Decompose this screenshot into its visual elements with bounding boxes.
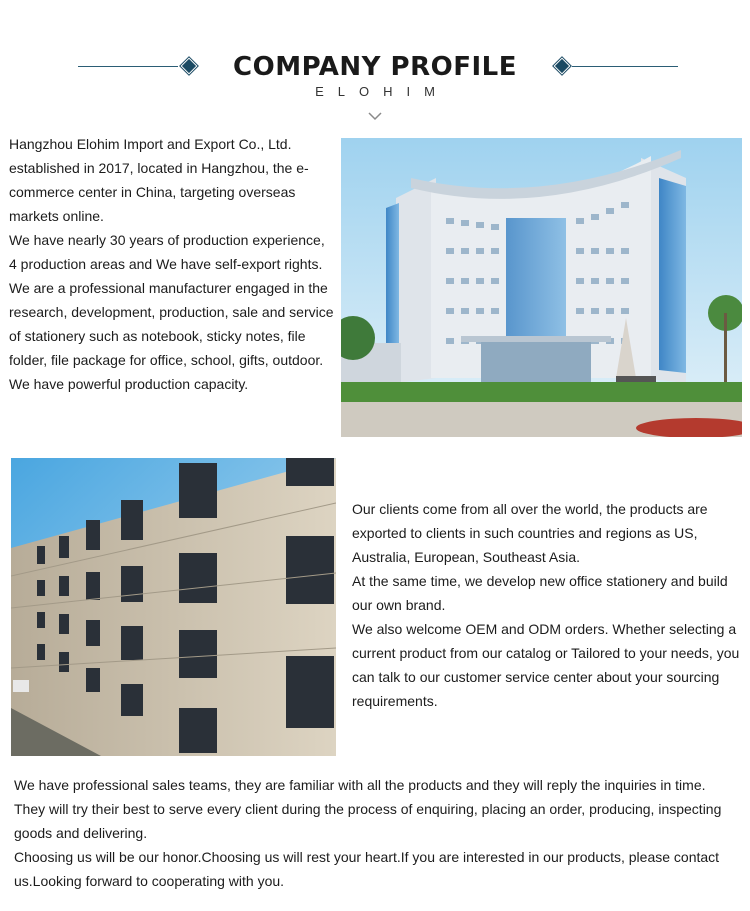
- sales-text: [14, 773, 739, 893]
- divider-line-right: [572, 66, 678, 67]
- brand-subtitle: ELOHIM: [315, 84, 449, 99]
- intro-text: [9, 132, 334, 396]
- clients-text: [352, 497, 742, 713]
- factory-building-photo: [11, 458, 336, 756]
- clients-paragraph: We also welcome OEM and ODM orders. Whether selecting a current product from our catalog or Tailored to your needs, you can talk to our customer service center about your sourcing requirements.: [352, 621, 740, 709]
- clients-paragraph: At the same time, we develop new office stationery and build our own brand.: [352, 573, 728, 613]
- intro-paragraph: We have powerful production capacity.: [9, 376, 249, 392]
- sales-paragraph: We have professional sales teams, they are familiar with all the products and they will reply the inquiries in time. They will try their best to serve every client during the process of enquiring, placing an order, producing, inspecting goods and delivering.: [14, 777, 722, 841]
- intro-paragraph: We are a professional manufacturer engaged in the research, development, production, sale and service of stationery such as notebook, sticky notes, file folder, file package for office, school, gifts, outdoor.: [9, 280, 334, 368]
- clients-paragraph: Our clients come from all over the world, the products are exported to clients in such countries and regions as US, Australia, European, Southeast Asia.: [352, 501, 708, 565]
- intro-paragraph: Hangzhou Elohim Import and Export Co., Ltd. established in 2017, located in Hangzhou, the e-commerce center in China, targeting overseas markets online.: [9, 136, 309, 224]
- chevron-down-icon: [366, 110, 384, 122]
- profile-header: [0, 0, 750, 130]
- office-building-photo: [341, 138, 742, 437]
- page-title: COMPANY PROFILE: [233, 52, 517, 82]
- sales-paragraph: Choosing us will be our honor.Choosing us will rest your heart.If you are interested in our products, please contact us.Looking forward to cooperating with you.: [14, 849, 720, 889]
- intro-paragraph: We have nearly 30 years of production experience, 4 production areas and We have self-export rights.: [9, 232, 325, 272]
